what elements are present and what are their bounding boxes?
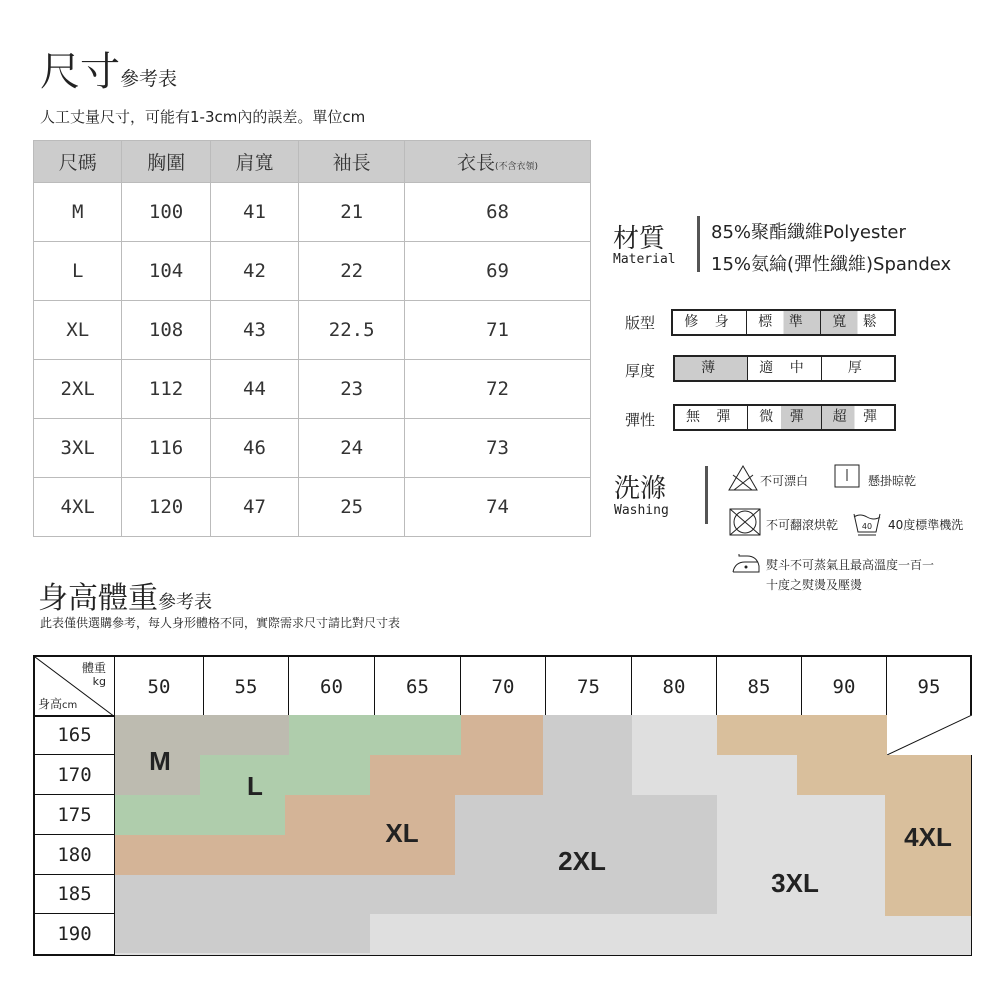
size-table (33, 140, 591, 537)
stretch-option: 無 彈 (675, 406, 748, 429)
weight-header: 95 (887, 657, 971, 717)
col-header: 尺碼 (34, 141, 122, 183)
weight-header: 85 (717, 657, 802, 717)
table-cell: 21 (299, 183, 405, 242)
care-text: 十度之熨燙及壓燙 (766, 578, 863, 592)
care-text: 40度標準機洗 (888, 518, 964, 532)
zone-xl (370, 755, 461, 795)
stretch-label: 彈性 (625, 411, 656, 429)
col-header: 胸圍 (122, 141, 210, 183)
wash-40-icon (852, 512, 882, 536)
stretch-option: 微 彈 (748, 406, 821, 429)
size-chart-note: 人工丈量尺寸，可能有1-3cm內的誤差。單位cm (40, 108, 366, 126)
no-tumble-dry-icon (729, 508, 761, 536)
table-cell: 25 (299, 478, 405, 537)
thickness-scale (673, 355, 896, 382)
table-cell: 120 (122, 478, 210, 537)
not-applicable-cell (887, 715, 972, 755)
table-cell: XL (34, 301, 122, 360)
fit-option: 標 準 (747, 311, 821, 334)
hw-chart-note: 此表僅供選購參考，每人身形體格不同，實際需求尺寸請比對尺寸表 (40, 616, 401, 630)
table-row (34, 478, 591, 537)
no-bleach-icon (728, 465, 758, 491)
height-header: 165 (35, 715, 115, 755)
col-header: 袖長 (299, 141, 405, 183)
divider (697, 216, 700, 272)
table-row (34, 242, 591, 301)
fit-option: 修 身 (673, 311, 747, 334)
weight-header: 70 (461, 657, 546, 717)
zone-xl (461, 715, 543, 795)
table-row (34, 301, 591, 360)
hang-dry-icon (834, 464, 860, 488)
title-big: 尺寸 (40, 49, 120, 95)
table-cell: 22 (299, 242, 405, 301)
care-text: 不可漂白 (760, 474, 809, 488)
zone-label: 2XL (558, 846, 606, 876)
fit-scale (671, 309, 896, 336)
table-row (34, 360, 591, 419)
table-cell: 100 (122, 183, 210, 242)
table-row (34, 419, 591, 478)
height-header: 185 (35, 875, 115, 914)
zone-label: 4XL (904, 822, 952, 852)
fit-label: 版型 (625, 314, 656, 332)
table-cell: 44 (210, 360, 298, 419)
zone-label: L (247, 771, 263, 801)
table-cell: 43 (210, 301, 298, 360)
table-cell: 24 (299, 419, 405, 478)
table-cell: 3XL (34, 419, 122, 478)
weight-header: 75 (546, 657, 632, 717)
weight-header: 80 (632, 657, 717, 717)
height-weight-grid (33, 655, 972, 956)
zone-xl (285, 795, 455, 835)
material-title: 材質 (613, 224, 666, 254)
table-cell: M (34, 183, 122, 242)
table-cell: 73 (405, 419, 591, 478)
table-cell: 46 (210, 419, 298, 478)
title-small: 參考表 (120, 68, 178, 90)
table-cell: 23 (299, 360, 405, 419)
stretch-option: 超 彈 (822, 406, 894, 429)
washing-title: 洗滌 (614, 474, 667, 504)
zone-label: 3XL (771, 868, 819, 898)
height-header: 175 (35, 795, 115, 835)
table-cell: 74 (405, 478, 591, 537)
table-cell: 69 (405, 242, 591, 301)
table-cell: 41 (210, 183, 298, 242)
thickness-option: 適 中 (748, 357, 821, 380)
weight-header: 65 (375, 657, 461, 717)
zone-l (289, 715, 461, 755)
fit-option: 寬 鬆 (821, 311, 894, 334)
table-cell: 42 (210, 242, 298, 301)
table-cell: 71 (405, 301, 591, 360)
zone-2xl (115, 914, 370, 953)
zone-l (200, 755, 370, 795)
hw-chart-title: 身高體重參考表 (38, 581, 212, 616)
weight-header: 60 (289, 657, 375, 717)
zone-4xl (717, 715, 887, 755)
height-header: 190 (35, 914, 115, 955)
table-cell: 4XL (34, 478, 122, 537)
zone-4xl (885, 795, 971, 916)
zone-2xl (543, 715, 632, 795)
zone-m (115, 715, 289, 755)
table-cell: 72 (405, 360, 591, 419)
table-cell: 2XL (34, 360, 122, 419)
col-header: 肩寬 (210, 141, 298, 183)
table-cell: 116 (122, 419, 210, 478)
weight-header: 55 (204, 657, 289, 717)
weight-header: 50 (115, 657, 204, 717)
svg-text:40: 40 (861, 522, 873, 531)
table-cell: 112 (122, 360, 210, 419)
material-line1: 85%聚酯纖維Polyester (711, 222, 906, 243)
thickness-option: 薄 (675, 357, 748, 380)
washing-subtitle: Washing (614, 503, 669, 518)
material-line2: 15%氨綸(彈性纖維)Spandex (711, 254, 952, 275)
col-header: 衣長(不含衣領) (405, 141, 591, 183)
stretch-scale (673, 404, 896, 431)
zone-label: M (149, 746, 171, 776)
size-chart-title (40, 49, 178, 95)
zone-4xl (797, 755, 971, 795)
height-header: 180 (35, 835, 115, 875)
table-cell: 22.5 (299, 301, 405, 360)
zone-label: XL (385, 818, 419, 848)
table-cell: 108 (122, 301, 210, 360)
table-row (34, 183, 591, 242)
thickness-label: 厚度 (625, 362, 656, 380)
height-header: 170 (35, 755, 115, 795)
table-cell: L (34, 242, 122, 301)
table-cell: 104 (122, 242, 210, 301)
material-subtitle: Material (613, 252, 676, 267)
iron-low-icon (731, 552, 761, 574)
table-cell: 68 (405, 183, 591, 242)
thickness-option: 厚 (847, 360, 868, 376)
divider (705, 466, 708, 524)
table-cell: 47 (210, 478, 298, 537)
care-text: 熨斗不可蒸氣且最高溫度一百一 (766, 558, 935, 572)
care-text: 懸掛晾乾 (868, 474, 917, 488)
care-text: 不可翻滾烘乾 (766, 518, 839, 532)
corner-cell: 體重 kg 身高cm (35, 657, 115, 717)
weight-header: 90 (802, 657, 887, 717)
